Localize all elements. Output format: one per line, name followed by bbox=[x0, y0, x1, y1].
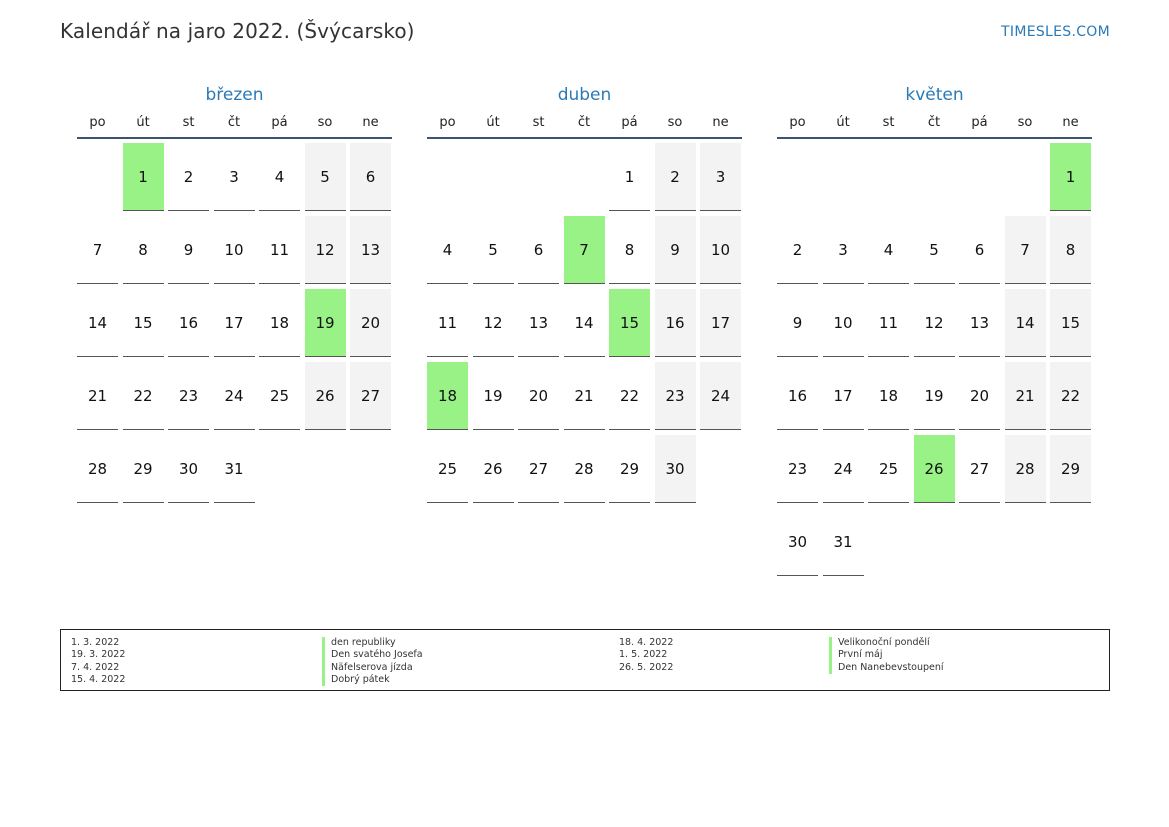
day-cell: 22 bbox=[1050, 362, 1091, 430]
day-cell: 6 bbox=[518, 216, 559, 284]
day-cell: 13 bbox=[959, 289, 1000, 357]
day-cell: 27 bbox=[350, 362, 391, 430]
month-march bbox=[77, 84, 392, 503]
day-cell: 10 bbox=[700, 216, 741, 284]
day-cell: 20 bbox=[350, 289, 391, 357]
empty-cell bbox=[473, 143, 514, 211]
weekday-label: pá bbox=[971, 115, 988, 130]
day-cell: 14 bbox=[564, 289, 605, 357]
legend-holiday: Dobrý pátek bbox=[322, 674, 423, 686]
empty-cell bbox=[700, 435, 741, 503]
day-cell: 30 bbox=[777, 508, 818, 576]
day-cell: 27 bbox=[518, 435, 559, 503]
weekday-label: ne bbox=[1062, 115, 1079, 130]
day-cell: 11 bbox=[427, 289, 468, 357]
day-cell: 17 bbox=[823, 362, 864, 430]
day-cell: 30 bbox=[168, 435, 209, 503]
day-cell: 12 bbox=[305, 216, 346, 284]
day-cell: 16 bbox=[655, 289, 696, 357]
day-cell: 2 bbox=[655, 143, 696, 211]
month-name: březen bbox=[205, 85, 264, 105]
legend-holiday: Velikonoční pondělí bbox=[829, 637, 944, 649]
day-cell: 7 bbox=[77, 216, 118, 284]
days-grid bbox=[427, 143, 742, 503]
day-cell: 22 bbox=[123, 362, 164, 430]
day-cell: 9 bbox=[777, 289, 818, 357]
empty-cell bbox=[914, 508, 955, 576]
day-cell: 10 bbox=[214, 216, 255, 284]
day-cell: 5 bbox=[473, 216, 514, 284]
weekday-header bbox=[777, 115, 1092, 139]
day-cell: 15 bbox=[1050, 289, 1091, 357]
day-cell: 3 bbox=[214, 143, 255, 211]
day-cell: 9 bbox=[655, 216, 696, 284]
day-cell: 3 bbox=[823, 216, 864, 284]
day-cell: 23 bbox=[655, 362, 696, 430]
weekday-label: st bbox=[532, 115, 545, 130]
legend-date: 7. 4. 2022 bbox=[71, 661, 120, 673]
day-cell: 11 bbox=[868, 289, 909, 357]
day-cell: 5 bbox=[914, 216, 955, 284]
day-cell: 28 bbox=[77, 435, 118, 503]
weekday-label: so bbox=[1017, 115, 1033, 130]
day-cell: 20 bbox=[518, 362, 559, 430]
day-cell: 4 bbox=[427, 216, 468, 284]
day-cell: 5 bbox=[305, 143, 346, 211]
month-april bbox=[427, 84, 742, 503]
weekday-header bbox=[427, 115, 742, 139]
day-cell: 7 bbox=[1005, 216, 1046, 284]
day-cell: 7 bbox=[564, 216, 605, 284]
day-cell: 11 bbox=[259, 216, 300, 284]
holiday-legend bbox=[60, 629, 1110, 691]
weekday-label: so bbox=[667, 115, 683, 130]
legend-date: 15. 4. 2022 bbox=[71, 673, 126, 685]
day-cell: 13 bbox=[350, 216, 391, 284]
day-cell: 23 bbox=[168, 362, 209, 430]
empty-cell bbox=[777, 143, 818, 211]
weekday-label: čt bbox=[577, 115, 591, 130]
weekday-label: čt bbox=[227, 115, 241, 130]
day-cell: 1 bbox=[1050, 143, 1091, 211]
legend-names-right bbox=[829, 637, 944, 674]
day-cell: 2 bbox=[777, 216, 818, 284]
empty-cell bbox=[1005, 508, 1046, 576]
empty-cell bbox=[350, 435, 391, 503]
weekday-label: pá bbox=[271, 115, 288, 130]
day-cell: 31 bbox=[214, 435, 255, 503]
day-cell: 12 bbox=[473, 289, 514, 357]
day-cell: 17 bbox=[700, 289, 741, 357]
day-cell: 16 bbox=[777, 362, 818, 430]
legend-date: 19. 3. 2022 bbox=[71, 649, 126, 661]
day-cell: 12 bbox=[914, 289, 955, 357]
legend-date: 1. 3. 2022 bbox=[71, 637, 120, 648]
legend-dates-right bbox=[619, 637, 673, 674]
day-cell: 27 bbox=[959, 435, 1000, 503]
day-cell: 18 bbox=[259, 289, 300, 357]
day-cell: 13 bbox=[518, 289, 559, 357]
empty-cell bbox=[914, 143, 955, 211]
weekday-label: st bbox=[882, 115, 895, 130]
page-title: Kalendář na jaro 2022. (Švýcarsko) bbox=[60, 19, 415, 43]
day-cell: 1 bbox=[123, 143, 164, 211]
day-cell: 15 bbox=[123, 289, 164, 357]
day-cell: 28 bbox=[564, 435, 605, 503]
day-cell: 1 bbox=[609, 143, 650, 211]
day-cell: 28 bbox=[1005, 435, 1046, 503]
legend-names-left bbox=[322, 637, 423, 686]
day-cell: 24 bbox=[823, 435, 864, 503]
empty-cell bbox=[1050, 508, 1091, 576]
day-cell: 23 bbox=[777, 435, 818, 503]
empty-cell bbox=[959, 508, 1000, 576]
legend-holiday: První máj bbox=[829, 649, 944, 661]
weekday-label: po bbox=[439, 115, 456, 130]
day-cell: 19 bbox=[473, 362, 514, 430]
month-name: květen bbox=[905, 85, 964, 105]
day-cell: 21 bbox=[77, 362, 118, 430]
days-grid bbox=[777, 143, 1092, 576]
empty-cell bbox=[959, 143, 1000, 211]
day-cell: 25 bbox=[868, 435, 909, 503]
day-cell: 4 bbox=[259, 143, 300, 211]
empty-cell bbox=[1005, 143, 1046, 211]
day-cell: 8 bbox=[123, 216, 164, 284]
day-cell: 26 bbox=[473, 435, 514, 503]
day-cell: 26 bbox=[305, 362, 346, 430]
weekday-label: ne bbox=[712, 115, 729, 130]
day-cell: 4 bbox=[868, 216, 909, 284]
empty-cell bbox=[564, 143, 605, 211]
day-cell: 19 bbox=[305, 289, 346, 357]
day-cell: 18 bbox=[868, 362, 909, 430]
weekday-label: ne bbox=[362, 115, 379, 130]
legend-date: 18. 4. 2022 bbox=[619, 637, 674, 648]
day-cell: 29 bbox=[1050, 435, 1091, 503]
day-cell: 14 bbox=[77, 289, 118, 357]
day-cell: 25 bbox=[259, 362, 300, 430]
weekday-label: út bbox=[486, 115, 500, 130]
day-cell: 21 bbox=[1005, 362, 1046, 430]
empty-cell bbox=[868, 508, 909, 576]
day-cell: 6 bbox=[350, 143, 391, 211]
legend-holiday: den republiky bbox=[322, 637, 423, 649]
day-cell: 10 bbox=[823, 289, 864, 357]
site-link[interactable]: TIMESLES.COM bbox=[1001, 24, 1110, 40]
empty-cell bbox=[823, 143, 864, 211]
day-cell: 19 bbox=[914, 362, 955, 430]
weekday-label: pá bbox=[621, 115, 638, 130]
day-cell: 17 bbox=[214, 289, 255, 357]
day-cell: 29 bbox=[609, 435, 650, 503]
day-cell: 18 bbox=[427, 362, 468, 430]
day-cell: 25 bbox=[427, 435, 468, 503]
empty-cell bbox=[868, 143, 909, 211]
legend-holiday: Näfelserova jízda bbox=[322, 662, 423, 674]
day-cell: 8 bbox=[609, 216, 650, 284]
legend-holiday: Den svatého Josefa bbox=[322, 649, 423, 661]
legend-dates-left bbox=[71, 637, 125, 686]
day-cell: 15 bbox=[609, 289, 650, 357]
weekday-label: čt bbox=[927, 115, 941, 130]
day-cell: 24 bbox=[700, 362, 741, 430]
day-cell: 29 bbox=[123, 435, 164, 503]
month-name: duben bbox=[557, 85, 612, 105]
day-cell: 20 bbox=[959, 362, 1000, 430]
weekday-label: po bbox=[789, 115, 806, 130]
empty-cell bbox=[305, 435, 346, 503]
weekday-label: st bbox=[182, 115, 195, 130]
empty-cell bbox=[518, 143, 559, 211]
empty-cell bbox=[77, 143, 118, 211]
days-grid bbox=[77, 143, 392, 503]
empty-cell bbox=[427, 143, 468, 211]
day-cell: 26 bbox=[914, 435, 955, 503]
legend-holiday: Den Nanebevstoupení bbox=[829, 662, 944, 674]
day-cell: 22 bbox=[609, 362, 650, 430]
day-cell: 8 bbox=[1050, 216, 1091, 284]
weekday-label: po bbox=[89, 115, 106, 130]
day-cell: 30 bbox=[655, 435, 696, 503]
day-cell: 24 bbox=[214, 362, 255, 430]
legend-date: 1. 5. 2022 bbox=[619, 649, 668, 661]
empty-cell bbox=[259, 435, 300, 503]
day-cell: 6 bbox=[959, 216, 1000, 284]
day-cell: 9 bbox=[168, 216, 209, 284]
day-cell: 3 bbox=[700, 143, 741, 211]
weekday-label: so bbox=[317, 115, 333, 130]
weekday-label: út bbox=[136, 115, 150, 130]
day-cell: 14 bbox=[1005, 289, 1046, 357]
weekday-header bbox=[77, 115, 392, 139]
month-may bbox=[777, 84, 1092, 576]
legend-date: 26. 5. 2022 bbox=[619, 661, 674, 673]
day-cell: 31 bbox=[823, 508, 864, 576]
day-cell: 2 bbox=[168, 143, 209, 211]
weekday-label: út bbox=[836, 115, 850, 130]
day-cell: 16 bbox=[168, 289, 209, 357]
day-cell: 21 bbox=[564, 362, 605, 430]
